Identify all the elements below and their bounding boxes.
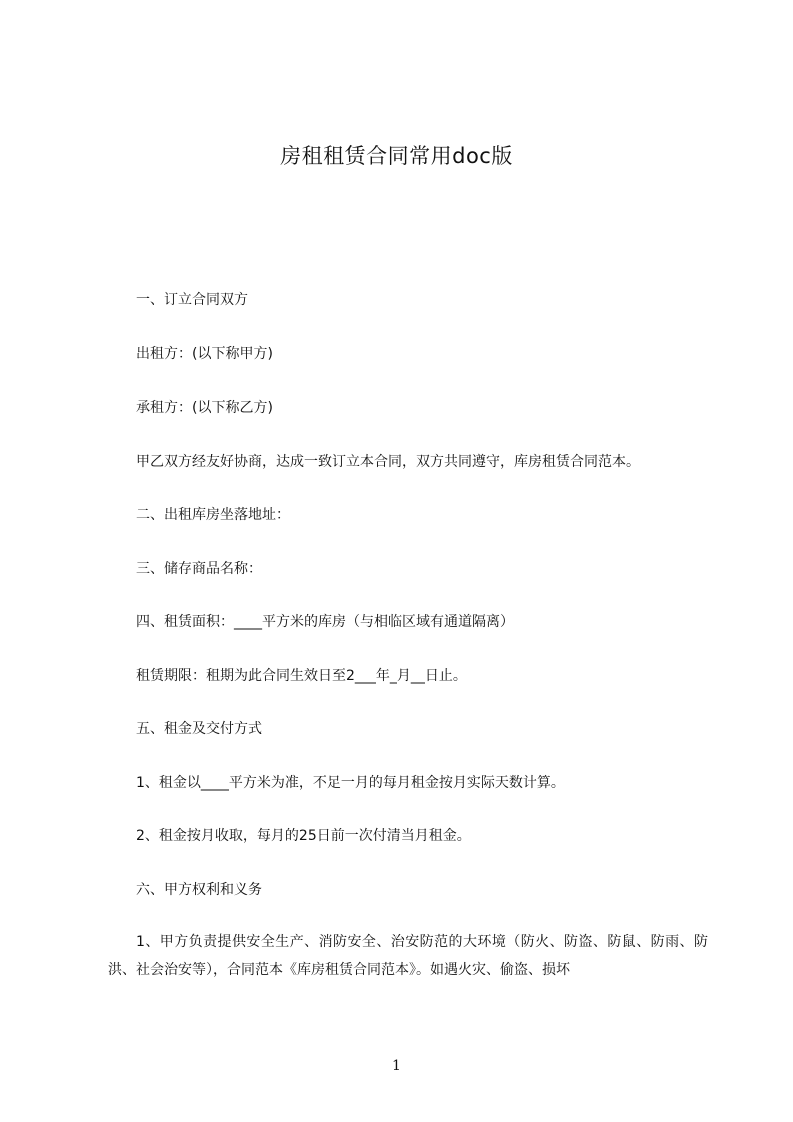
rent-clause-1: 1、租金以____平方米为准，不足一月的每月租金按月实际天数计算。 [136, 775, 565, 791]
section-heading-rent-payment: 五、租金及交付方式 [136, 721, 262, 737]
page-number: 1 [392, 1058, 401, 1074]
section-heading-warehouse-address: 二、出租库房坐落地址： [136, 507, 290, 523]
agreement-statement: 甲乙双方经友好协商，达成一致订立本合同，双方共同遵守，库房租赁合同范本。 [136, 454, 640, 470]
section-heading-leased-area: 四、租赁面积：____平方米的库房（与相临区域有通道隔离） [136, 614, 514, 630]
section-heading-stored-goods: 三、储存商品名称： [136, 561, 262, 577]
section-heading-contract-parties: 一、订立合同双方 [136, 292, 248, 308]
section-heading-lessor-rights: 六、甲方权利和义务 [136, 882, 262, 898]
lessor-line: 出租方：(以下称甲方) [136, 346, 273, 362]
document-title: 房租租赁合同常用doc版 [280, 144, 513, 168]
lease-term-line: 租赁期限：租期为此合同生效日至2___年_月__日止。 [136, 668, 467, 684]
lessor-duty-clause-1: 1、甲方负责提供安全生产、消防安全、治安防范的大环境（防火、防盗、防鼠、防雨、防洪、社会治安等），合同范本《库房租赁合同范本》。如遇火灾、偷盗、损坏 [108, 934, 708, 978]
lessee-line: 承租方：(以下称乙方) [136, 400, 273, 416]
rent-clause-2: 2、租金按月收取，每月的25日前一次付清当月租金。 [136, 828, 471, 844]
